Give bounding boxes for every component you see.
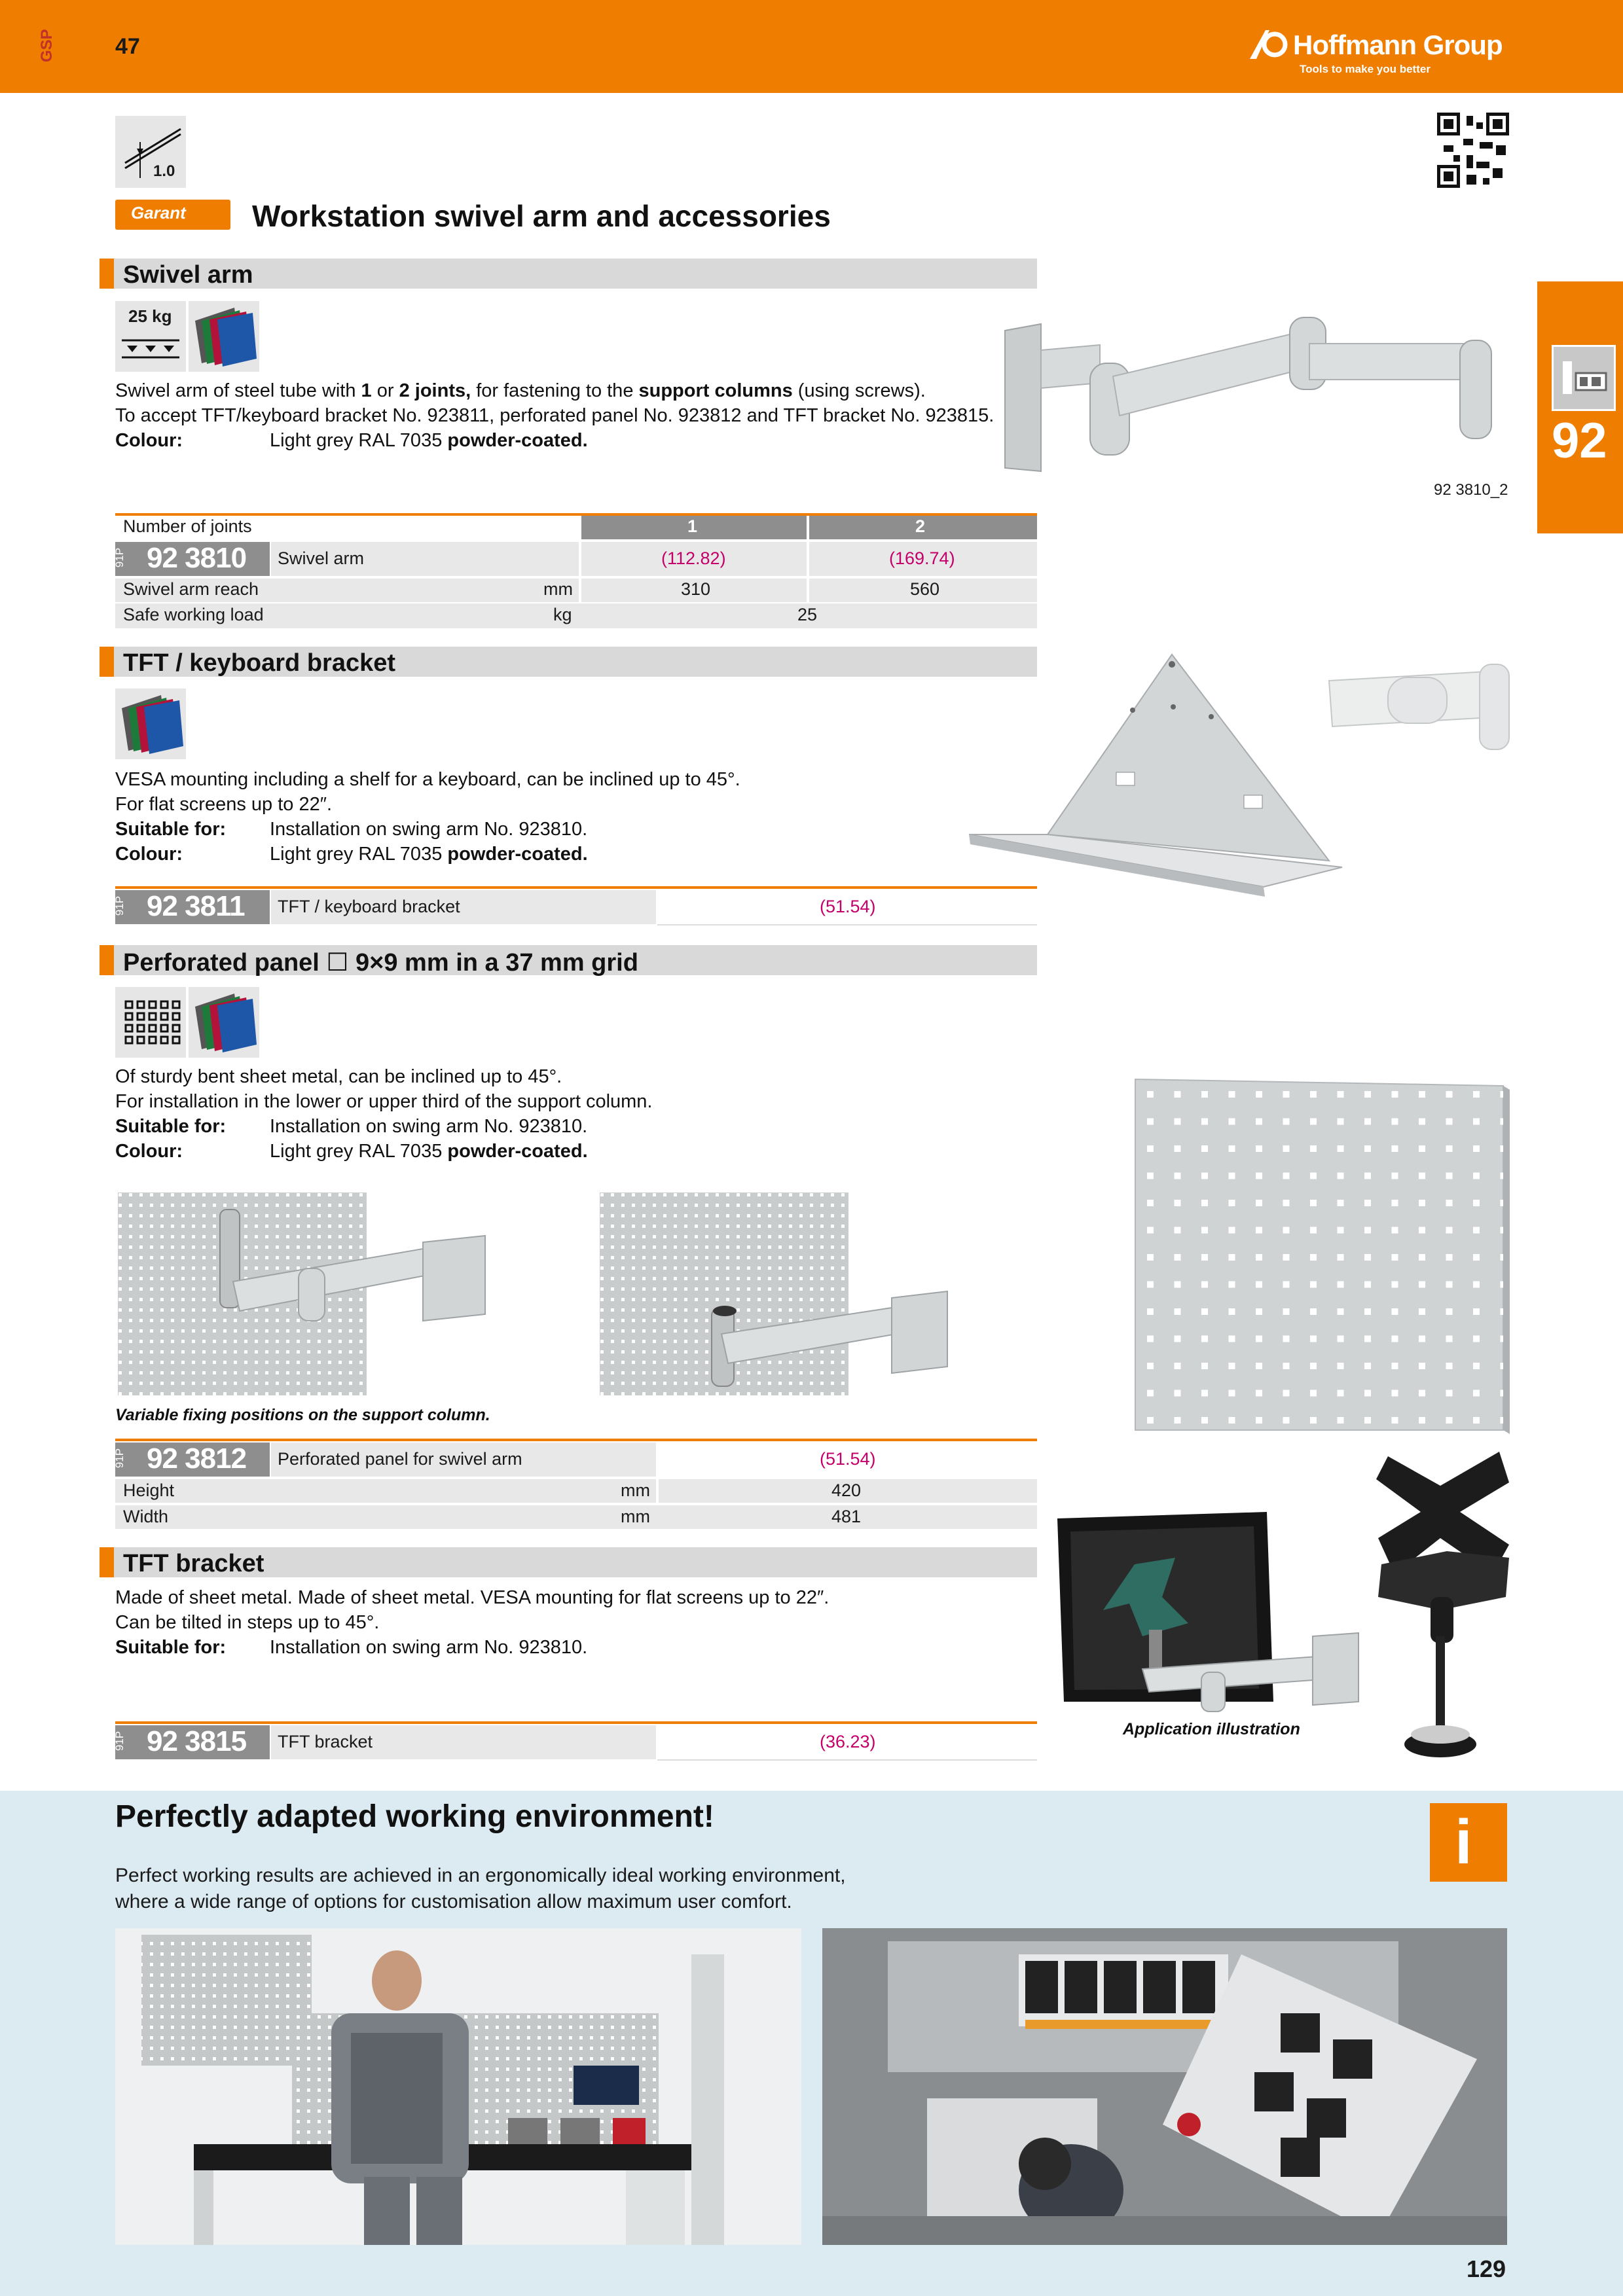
height-unit: mm	[621, 1480, 650, 1500]
tft-keyboard-description: VESA mounting including a shelf for a keyboard, can be inclined up to 45°. For flat screens up to 22″. Suitable for: Installation on swing arm No. 923810. Colour: Light grey RAL 7035 powder-coated.	[115, 769, 740, 865]
perforated-panel-description: Of sturdy bent sheet metal, can be inclined up to 45°. For installation in the lower or upper third of the support column. Suitable for: Installation on swing arm No. 923810. Colour: Light grey RAL 7035 powder-coated.	[115, 1066, 653, 1162]
swivel-arm-description: Swivel arm of steel tube with 1 or 2 joints, for fastening to the support columns (using screws). To accept TFT/keyboard bracket No. 923811, perforated panel No. 923812 and TFT bracket No. 923815. Colour: Light grey RAL 7035 powder-coated.	[115, 380, 994, 451]
load-label: Safe working load	[123, 605, 264, 624]
reach-label: Swivel arm reach	[123, 579, 259, 599]
product-name: TFT / keyboard bracket	[278, 897, 460, 916]
price-2: (169.74)	[889, 548, 955, 568]
workshop-photo-left	[115, 1928, 801, 2245]
width-value: 481	[831, 1507, 862, 1526]
article-code-box[interactable]: 91P 92 3811	[115, 890, 270, 924]
table-rule	[115, 886, 1037, 889]
col-2-label: 2	[915, 516, 926, 536]
height-label: Height	[123, 1480, 175, 1500]
article-code-box[interactable]: 91P 92 3812	[115, 1443, 270, 1477]
height-value: 420	[831, 1480, 862, 1500]
swivel-arm-image	[1002, 304, 1525, 481]
info-title: Perfectly adapted working environment!	[115, 1799, 714, 1834]
colour-swatches-icon	[189, 987, 259, 1058]
brand-tagline: Tools to make you better	[1300, 63, 1431, 75]
table-rule	[115, 1439, 1037, 1441]
price: (51.54)	[820, 1449, 876, 1469]
section-header-tft-keyboard: TFT / keyboard bracket	[100, 647, 1037, 677]
price: (51.54)	[820, 897, 876, 916]
info-text: Perfect working results are achieved in an ergonomically ideal working environment, where a wide range of options for customisation allow maximum user comfort.	[115, 1865, 846, 1912]
reach-unit: mm	[543, 579, 573, 599]
application-illustration-image	[1051, 1505, 1362, 1715]
section-header-perforated-panel: Perforated panel ☐ 9×9 mm in a 37 mm grid	[100, 945, 1037, 975]
reach-2: 560	[910, 579, 940, 599]
width-unit: mm	[621, 1507, 650, 1526]
page-title: Workstation swivel arm and accessories	[252, 199, 831, 233]
product-name: TFT bracket	[278, 1732, 373, 1751]
workshop-photo-right	[822, 1928, 1507, 2245]
hoffmann-logo-icon	[1247, 26, 1288, 62]
perforated-panel-upper-image	[115, 1190, 488, 1399]
tft-bracket-description: Made of sheet metal. Made of sheet metal. VESA mounting for flat screens up to 22″. Can be tilted in steps up to 45°. Suitable for: Installation on swing arm No. 923810.	[115, 1587, 830, 1658]
perforated-caption: Variable fixing positions on the support column.	[115, 1406, 490, 1424]
tft-keyboard-bracket-image	[962, 645, 1512, 913]
article-code-box[interactable]: 91P 92 3810	[115, 542, 270, 576]
colour-swatches-icon	[189, 301, 259, 372]
sheet-thickness-icon	[115, 116, 186, 188]
load-capacity-value: 25 kg	[128, 306, 172, 326]
reach-1: 310	[681, 579, 711, 599]
gsp-label: GSP	[38, 29, 56, 62]
perforated-panel-lower-image	[597, 1190, 951, 1399]
article-code-box[interactable]: 91P 92 3815	[115, 1725, 270, 1759]
brand-name: Hoffmann Group	[1293, 29, 1503, 60]
workstation-icon	[1552, 345, 1616, 411]
sheet-thickness-value: 1.0	[153, 162, 175, 180]
table-rule	[115, 1721, 1037, 1724]
colour-swatches-icon	[115, 689, 186, 759]
height-row	[115, 1479, 1037, 1503]
page-number-top: 47	[115, 34, 140, 59]
cell-divider	[807, 579, 809, 602]
col-1-label: 1	[687, 516, 698, 536]
section-header-swivel-arm: Swivel arm	[100, 259, 1037, 289]
perforation-icon	[115, 987, 186, 1058]
perforated-panel-image	[1133, 1077, 1512, 1435]
page-number: 129	[1467, 2255, 1506, 2282]
load-unit: kg	[553, 605, 572, 624]
width-label: Width	[123, 1507, 169, 1526]
load-value: 25	[797, 605, 818, 624]
price-1: (112.82)	[661, 548, 726, 568]
chapter-number: 92	[1552, 413, 1607, 469]
application-caption: Application illustration	[1123, 1720, 1300, 1738]
section-header-tft-bracket: TFT bracket	[100, 1547, 1037, 1577]
product-name: Swivel arm	[278, 548, 365, 568]
joints-label: Number of joints	[123, 516, 252, 536]
product-name: Perforated panel for swivel arm	[278, 1449, 522, 1469]
price: (36.23)	[820, 1732, 876, 1751]
info-icon-glyph: i	[1455, 1807, 1472, 1877]
image-reference: 92 3810_2	[1434, 481, 1508, 499]
qr-code-icon	[1437, 113, 1509, 188]
width-row	[115, 1505, 1037, 1529]
tft-bracket-image	[1368, 1446, 1512, 1761]
garant-logo-text: Garant	[131, 203, 186, 223]
